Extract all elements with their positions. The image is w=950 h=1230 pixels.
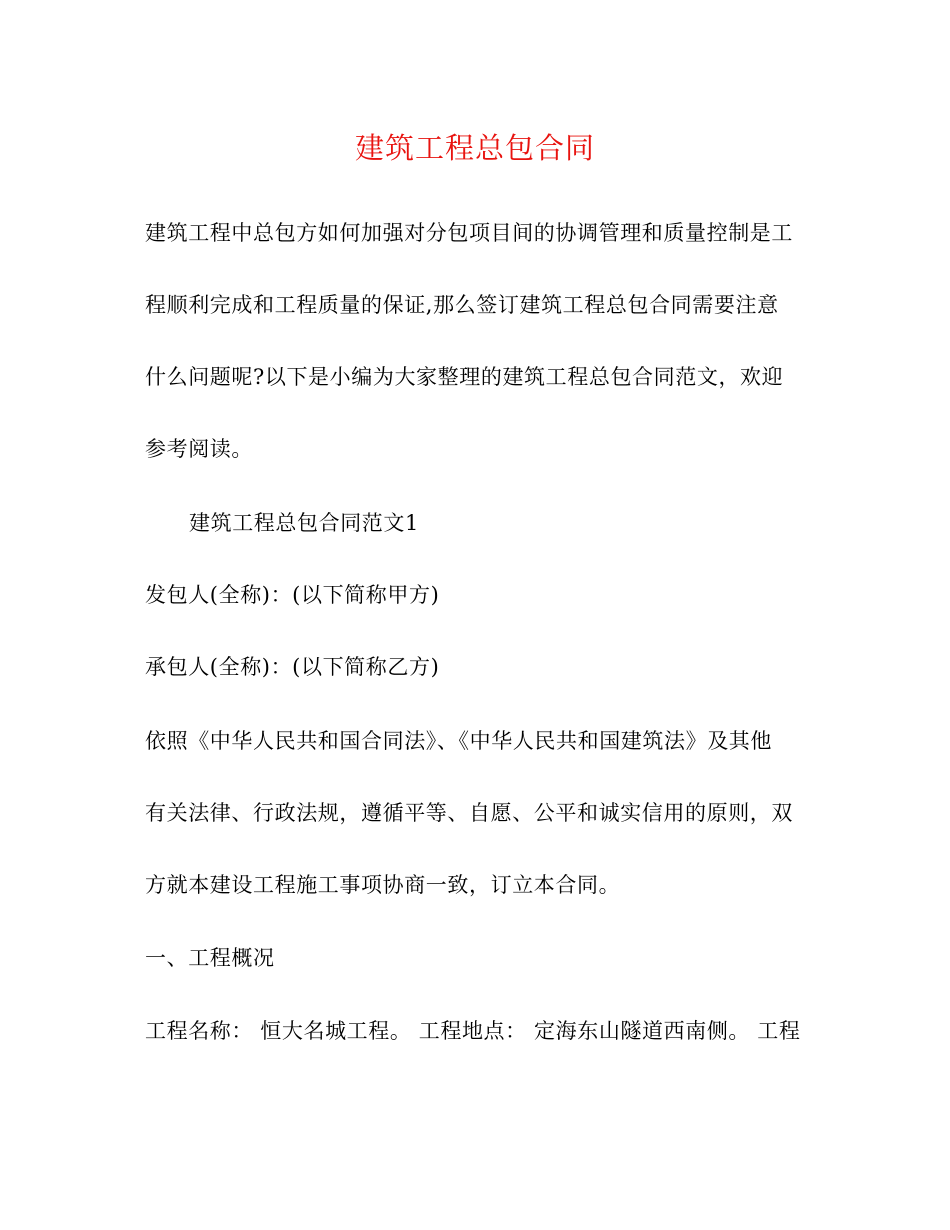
- basis-line-3: 方就本建设工程施工事项协商一致，订立本合同。: [145, 873, 621, 897]
- section-heading-overview: 一、工程概况: [145, 946, 275, 970]
- intro-line-4: 参考阅读。: [145, 437, 253, 461]
- contractor-line: 承包人(全称)：(以下简称乙方): [145, 655, 440, 679]
- basis-line-2: 有关法律、行政法规，遵循平等、自愿、公平和诚实信用的原则，双: [145, 801, 793, 825]
- employer-line: 发包人(全称)：(以下简称甲方): [145, 583, 440, 607]
- section-heading-sample-1: 建筑工程总包合同范文1: [189, 511, 419, 535]
- document-title: 建筑工程总包合同: [354, 131, 595, 165]
- intro-line-1: 建筑工程中总包方如何加强对分包项目间的协调管理和质量控制是工: [145, 221, 793, 245]
- intro-line-3: 什么问题呢?以下是小编为大家整理的建筑工程总包合同范文，欢迎: [145, 365, 784, 389]
- basis-line-1: 依照《中华人民共和国合同法》、《中华人民共和国建筑法》及其他: [145, 729, 772, 753]
- project-info-line: 工程名称： 恒大名城工程。 工程地点： 定海东山隧道西南侧。 工程: [145, 1019, 801, 1043]
- intro-line-2: 程顺利完成和工程质量的保证,那么签订建筑工程总包合同需要注意: [145, 293, 779, 317]
